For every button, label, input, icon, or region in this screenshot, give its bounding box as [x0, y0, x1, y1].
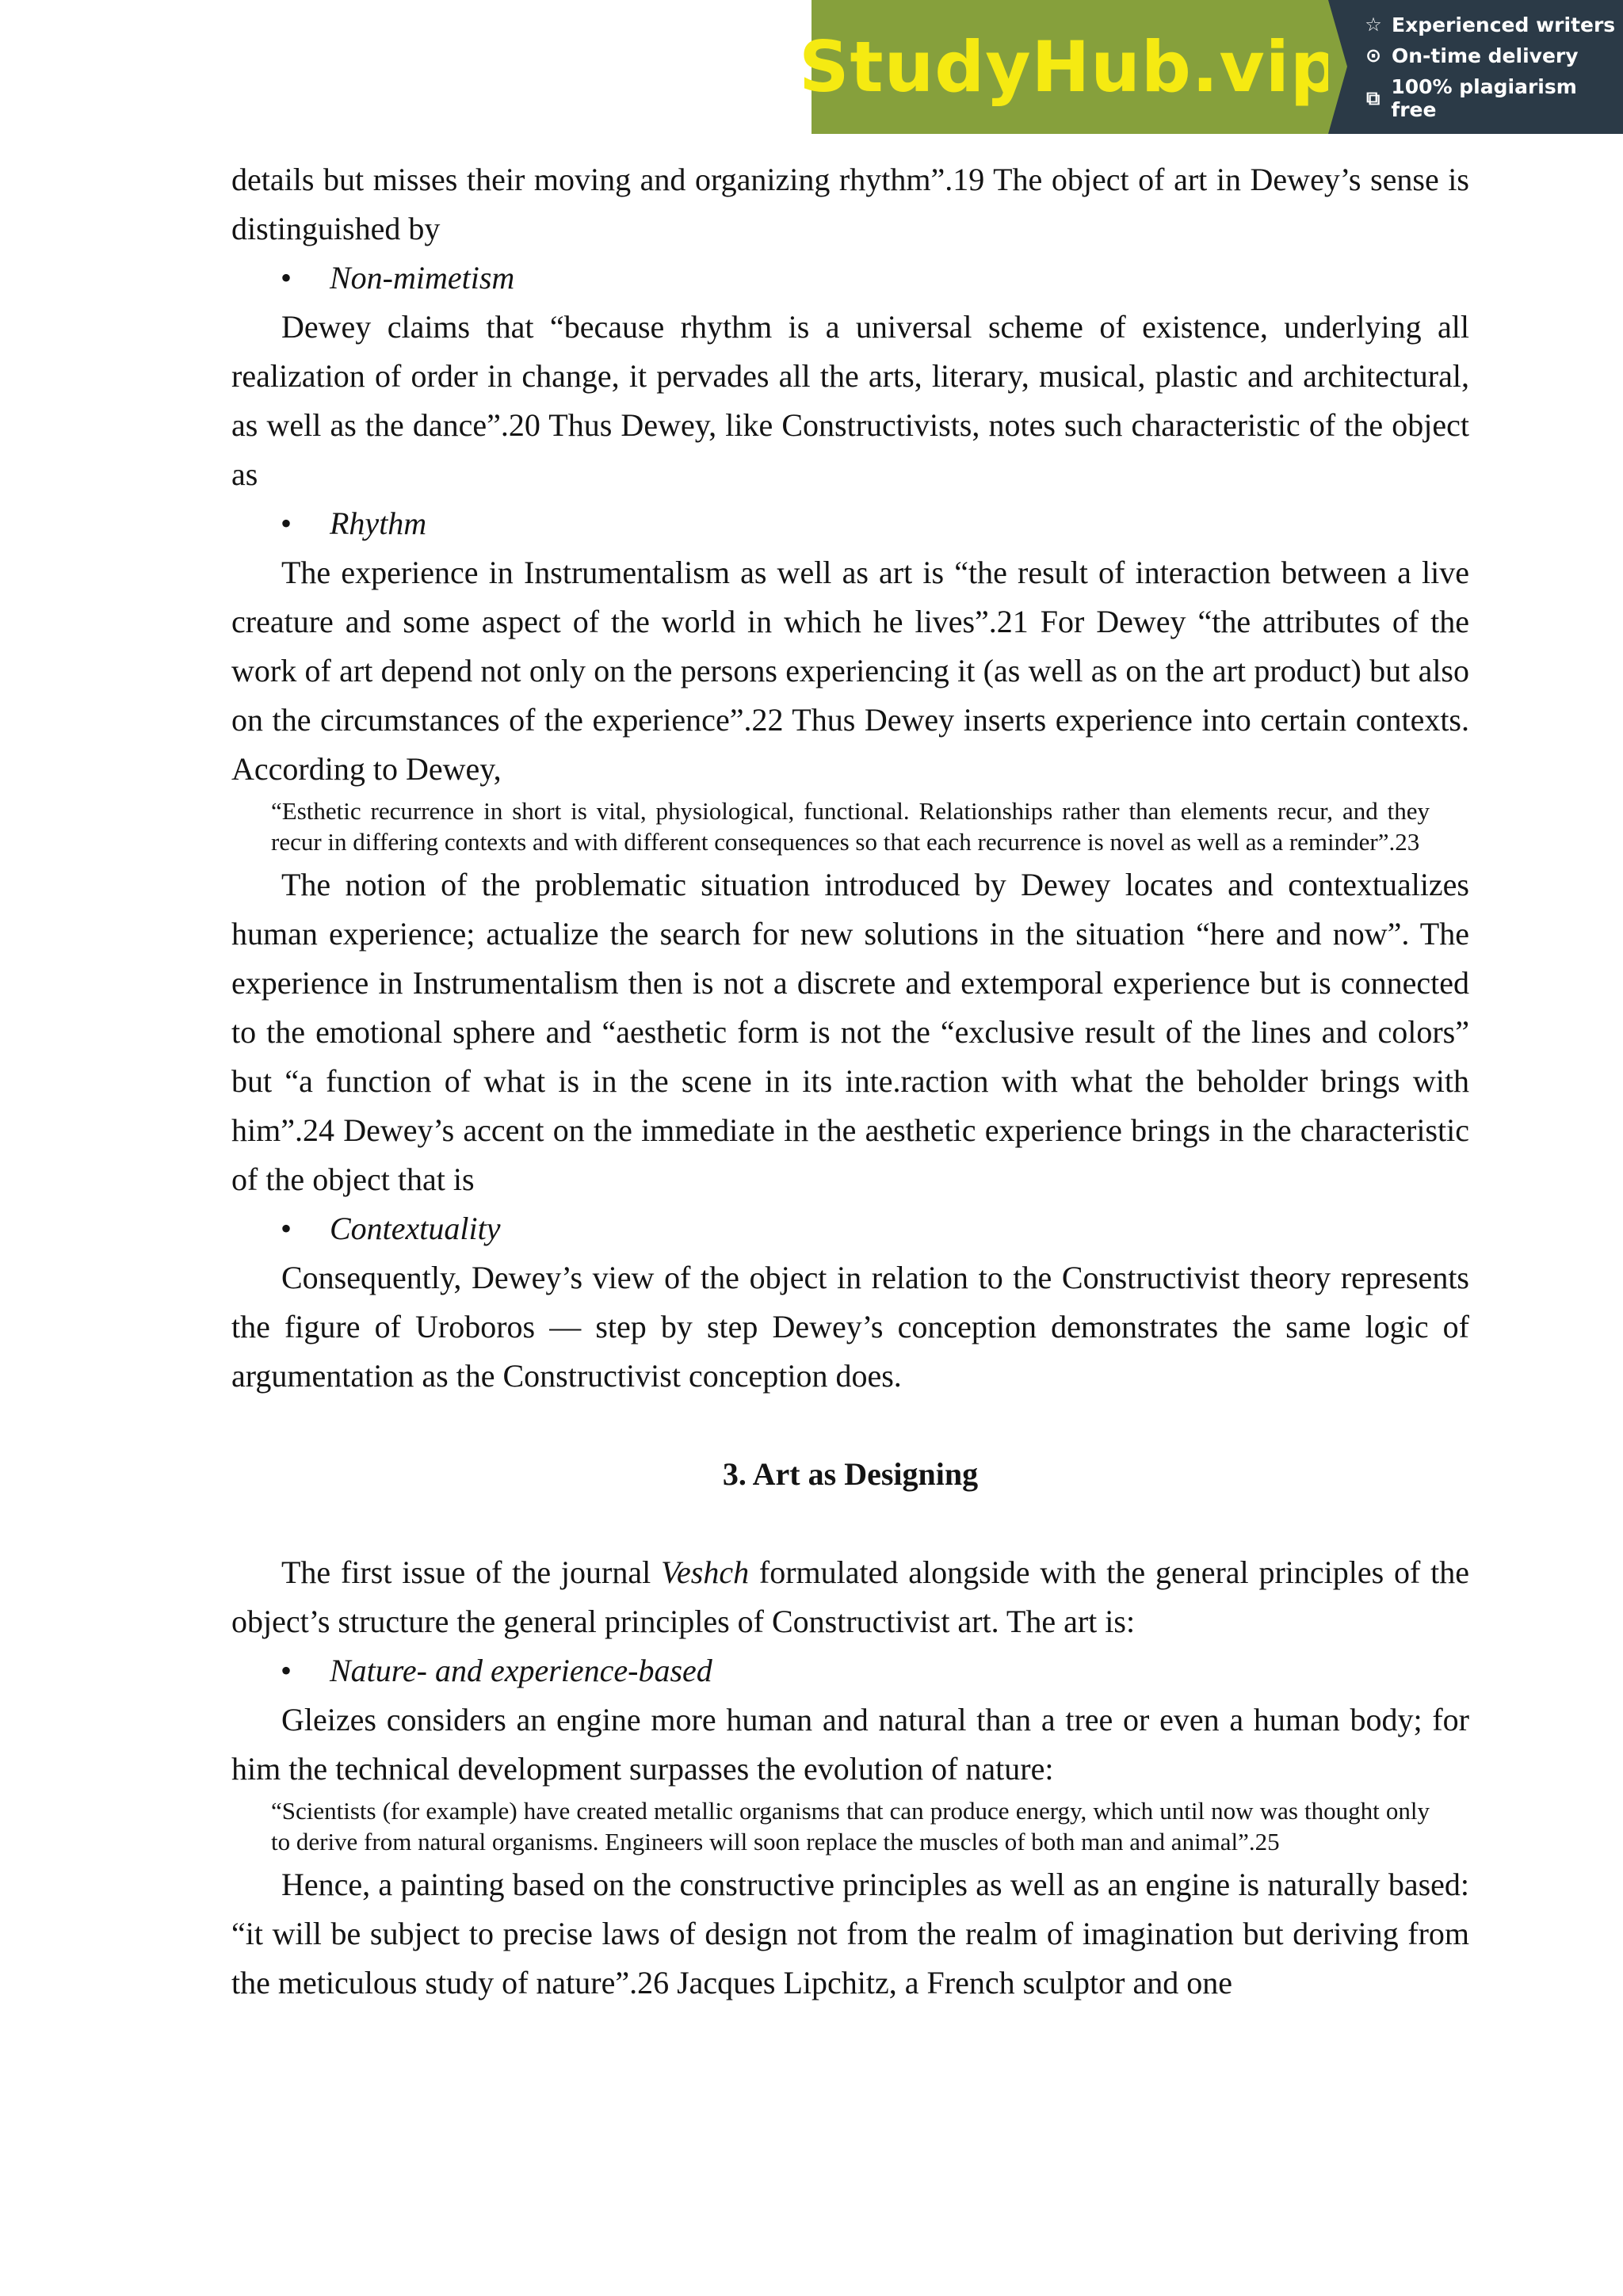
bullet-item	[231, 1204, 1469, 1253]
bullet-text: Non-mimetism	[330, 260, 515, 296]
paragraph: The experience in Instrumentalism as well as art is “the result of interaction between a live creature and some aspect of the world in which he lives”.21 For Dewey “the attributes of the work of art depend not only on the persons experiencing it (as well as on the art product) but also on the circumstances of the experience”.22 Thus Dewey inserts experience into certain contexts. According to Dewey,	[231, 555, 1469, 787]
paragraph: Gleizes considers an engine more human and natural than a tree or even a human body; for him the technical development surpasses the evolution of nature:	[231, 1702, 1469, 1787]
paragraph: Consequently, Dewey’s view of the object in relation to the Constructivist theory represents the figure of Uroboros — step by step Dewey’s conception demonstrates the same logic of argumentation as the Constructivist conception does.	[231, 1260, 1469, 1394]
text-run: The first issue of the journal	[281, 1554, 662, 1590]
bullet-dot-icon: •	[281, 260, 292, 296]
italic-text: Veshch	[661, 1554, 750, 1590]
feature-on-time-delivery	[1363, 44, 1623, 67]
bullet-item	[231, 254, 1469, 303]
text-run: formulated alongside with the general principles of the object’s structure the general principles of Constructivist art. The art is:	[231, 1554, 1470, 1639]
paragraph: Hence, a painting based on the constructive principles as well as an engine is naturally based: “it will be subject to precise laws of design not from the realm of imagination but deriving from the meticulous study of nature”.26 Jacques Lipchitz, a French sculptor and one	[231, 1867, 1469, 2000]
bullet-item	[231, 1646, 1469, 1695]
feature-plagiarism-free	[1363, 75, 1623, 121]
paragraph: The notion of the problematic situation introduced by Dewey locates and contextualizes human experience; actualize the search for new solutions in the situation “here and now”. The experience in Instrumentalism then is not a discrete and extemporal experience but is connected to the emotional sphere and “aesthetic form is not the “exclusive result of the lines and colors” but “a function of what is in the scene in its inte.raction with what the beholder brings with him”.24 Dewey’s accent on the immediate in the aesthetic experience brings in the characteristic of the object that is	[231, 867, 1469, 1197]
feature-experienced-writers	[1363, 13, 1623, 36]
paragraph: details but misses their moving and organizing rhythm”.19 The object of art in Dewey’s sense is distinguished by	[231, 162, 1469, 246]
bullet-dot-icon: •	[281, 505, 292, 541]
banner-arrow-shape	[1328, 0, 1347, 134]
paragraph	[231, 1548, 1469, 1646]
bullet-dot-icon: •	[281, 1653, 292, 1688]
star-icon: ☆	[1365, 13, 1382, 36]
promo-banner[interactable]	[799, 0, 1623, 134]
block-quote: “Scientists (for example) have created metallic organisms that can produce energy, which until now was thought only to derive from natural organisms. Engineers will soon replace the muscles of both man and animal”.25	[271, 1797, 1430, 1855]
bullet-text: Nature- and experience-based	[330, 1653, 712, 1688]
feature-label: 100% plagiarism free	[1391, 74, 1577, 121]
document-body	[231, 155, 1469, 2008]
logo-text: StudyHub.vip	[799, 26, 1341, 108]
copy-icon: ⧉	[1366, 86, 1381, 109]
paragraph: Dewey claims that “because rhythm is a universal scheme of existence, underlying all realization of order in change, it pervades all the arts, literary, musical, plastic and architectural, as well as the dance”.20 Thus Dewey, like Constructivists, notes such characteristic of the object as	[231, 309, 1469, 492]
section-heading: 3. Art as Designing	[722, 1456, 979, 1492]
feature-label: Experienced writers	[1392, 13, 1616, 36]
clock-icon: ⊙	[1365, 44, 1382, 67]
bullet-text: Contextuality	[330, 1211, 501, 1246]
bullet-item	[231, 499, 1469, 548]
studyhub-logo[interactable]	[799, 0, 1341, 134]
bullet-text: Rhythm	[330, 505, 427, 541]
feature-label: On-time delivery	[1392, 44, 1579, 67]
banner-features	[1328, 0, 1623, 134]
bullet-dot-icon: •	[281, 1211, 292, 1246]
block-quote: “Esthetic recurrence in short is vital, physiological, functional. Relationships rather than elements recur, and they recur in differing contexts and with different consequences so that each recurrence is novel as well as a reminder”.23	[271, 797, 1430, 856]
